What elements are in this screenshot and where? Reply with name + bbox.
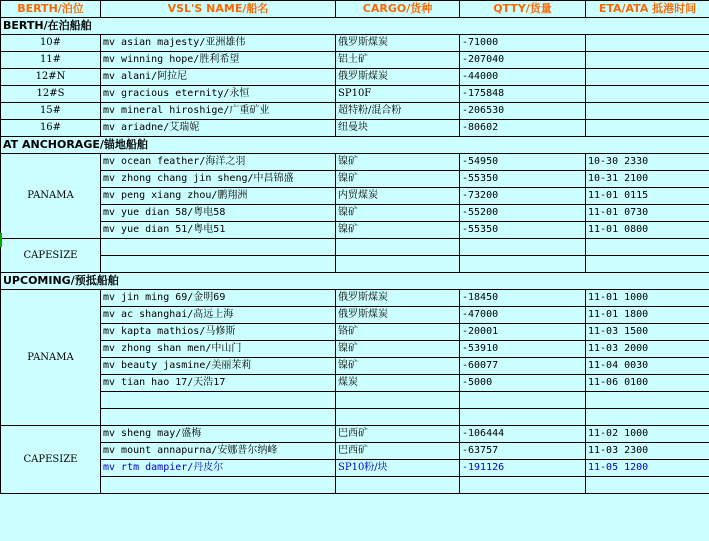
vessel-name-cell[interactable]: mv beauty jasmine/美丽茉莉	[101, 358, 336, 375]
table-row-empty	[1, 409, 709, 426]
eta-cell[interactable]	[586, 86, 709, 103]
cargo-cell[interactable]: 镍矿	[336, 341, 460, 358]
cargo-cell[interactable]: SP10F	[336, 86, 460, 103]
header-vsl-name[interactable]: VSL'S NAME/船名	[101, 1, 336, 18]
table-row	[1, 460, 709, 477]
empty-cell[interactable]	[586, 409, 709, 426]
qty-cell[interactable]: -60077	[460, 358, 586, 375]
qty-cell[interactable]: -53910	[460, 341, 586, 358]
header-eta[interactable]: ETA/ATA 抵港时间	[586, 1, 709, 18]
cargo-cell[interactable]: 铬矿	[336, 324, 460, 341]
vessel-name-cell[interactable]: mv ariadne/艾瑞妮	[101, 120, 336, 137]
cargo-cell[interactable]: 镍矿	[336, 222, 460, 239]
eta-cell[interactable]	[586, 35, 709, 52]
table-row	[1, 426, 709, 443]
qty-cell[interactable]: -44000	[460, 69, 586, 86]
header-row	[1, 1, 709, 18]
qty-cell[interactable]: -73200	[460, 188, 586, 205]
vessel-name-cell[interactable]: mv mount annapurna/安娜普尔纳峰	[101, 443, 336, 460]
empty-cell[interactable]	[586, 392, 709, 409]
table-row-empty	[1, 256, 709, 273]
qty-cell[interactable]: -71000	[460, 35, 586, 52]
table-row	[1, 324, 709, 341]
vessel-name-cell[interactable]: mv zhong shan men/中山门	[101, 341, 336, 358]
cargo-cell[interactable]: 俄罗斯煤炭	[336, 290, 460, 307]
empty-cell[interactable]	[336, 392, 460, 409]
eta-cell[interactable]: 11-03 2000	[586, 341, 709, 358]
eta-cell[interactable]: 11-01 1000	[586, 290, 709, 307]
empty-cell[interactable]	[101, 256, 336, 273]
berth-cell[interactable]: 15#	[1, 103, 101, 120]
eta-cell[interactable]: 11-01 0115	[586, 188, 709, 205]
eta-cell[interactable]: 11-01 1800	[586, 307, 709, 324]
table-row	[1, 120, 709, 137]
eta-cell[interactable]: 11-06 0100	[586, 375, 709, 392]
berth-cell[interactable]: 12#N	[1, 69, 101, 86]
qty-cell[interactable]: -206530	[460, 103, 586, 120]
cargo-cell[interactable]: 俄罗斯煤炭	[336, 307, 460, 324]
cargo-cell[interactable]: 巴西矿	[336, 443, 460, 460]
berth-cell[interactable]: 16#	[1, 120, 101, 137]
empty-cell[interactable]	[336, 256, 460, 273]
vessel-name-cell[interactable]: mv ocean feather/海洋之羽	[101, 154, 336, 171]
empty-cell[interactable]	[336, 477, 460, 494]
vessel-name-cell[interactable]: mv kapta mathios/马修斯	[101, 324, 336, 341]
empty-cell[interactable]	[101, 477, 336, 494]
eta-cell[interactable]: 10-31 2100	[586, 171, 709, 188]
vessel-name-cell[interactable]: mv asian majesty/亚洲雄伟	[101, 35, 336, 52]
table-row	[1, 171, 709, 188]
eta-cell[interactable]: 11-04 0030	[586, 358, 709, 375]
group-label-anchorage-capesize[interactable]: CAPESIZE	[1, 239, 101, 273]
table-row	[1, 443, 709, 460]
qty-cell[interactable]: -20001	[460, 324, 586, 341]
cargo-cell[interactable]: SP10粉/块	[336, 460, 460, 477]
vessel-name-cell[interactable]: mv rtm dampier/丹皮尔	[101, 460, 336, 477]
vessel-name-cell[interactable]: mv yue dian 51/粤电51	[101, 222, 336, 239]
qty-cell[interactable]: -191126	[460, 460, 586, 477]
qty-cell[interactable]: -18450	[460, 290, 586, 307]
cargo-cell[interactable]: 超特粉/混合粉	[336, 103, 460, 120]
vessel-name-cell[interactable]: mv winning hope/胜利希望	[101, 52, 336, 69]
cargo-cell[interactable]: 俄罗斯煤炭	[336, 35, 460, 52]
header-cargo[interactable]: CARGO/货种	[336, 1, 460, 18]
empty-cell[interactable]	[586, 256, 709, 273]
section-row-anchorage	[1, 137, 709, 154]
group-label-upcoming-capesize[interactable]: CAPESIZE	[1, 426, 101, 494]
table-row	[1, 188, 709, 205]
header-berth[interactable]: BERTH/泊位	[1, 1, 101, 18]
qty-cell[interactable]: -80602	[460, 120, 586, 137]
empty-cell[interactable]	[101, 409, 336, 426]
eta-cell[interactable]: 11-03 2300	[586, 443, 709, 460]
qty-cell[interactable]: -106444	[460, 426, 586, 443]
vessel-name-cell[interactable]: mv peng xiang zhou/鹏翔洲	[101, 188, 336, 205]
table-row-empty	[1, 392, 709, 409]
vessel-name-cell[interactable]: mv gracious eternity/永恒	[101, 86, 336, 103]
cargo-cell[interactable]: 内贸煤炭	[336, 188, 460, 205]
table-row	[1, 52, 709, 69]
empty-cell[interactable]	[336, 239, 460, 256]
cell-edge-marker	[0, 233, 2, 247]
section-title-berth[interactable]: BERTH/在泊船舶	[1, 18, 709, 35]
cargo-cell[interactable]: 铝土矿	[336, 52, 460, 69]
qty-cell[interactable]: -207040	[460, 52, 586, 69]
berth-cell[interactable]: 11#	[1, 52, 101, 69]
eta-cell[interactable]: 11-02 1000	[586, 426, 709, 443]
table-row	[1, 341, 709, 358]
empty-cell[interactable]	[586, 239, 709, 256]
empty-cell[interactable]	[460, 392, 586, 409]
eta-cell[interactable]	[586, 52, 709, 69]
eta-cell[interactable]: 10-30 2330	[586, 154, 709, 171]
eta-cell[interactable]: 11-01 0730	[586, 205, 709, 222]
cargo-cell[interactable]: 煤炭	[336, 375, 460, 392]
header-qtty[interactable]: QTTY/货量	[460, 1, 586, 18]
empty-cell[interactable]	[460, 256, 586, 273]
cargo-cell[interactable]: 俄罗斯煤炭	[336, 69, 460, 86]
cargo-cell[interactable]: 镍矿	[336, 154, 460, 171]
cargo-cell[interactable]: 镍矿	[336, 205, 460, 222]
vessel-name-cell[interactable]: mv zhong chang jin sheng/中昌锦盛	[101, 171, 336, 188]
table-row	[1, 86, 709, 103]
table-row	[1, 358, 709, 375]
qty-cell[interactable]: -55350	[460, 171, 586, 188]
cargo-cell[interactable]: 镍矿	[336, 358, 460, 375]
berth-cell[interactable]: 10#	[1, 35, 101, 52]
qty-cell[interactable]: -5000	[460, 375, 586, 392]
table-row-empty	[1, 239, 709, 256]
empty-cell[interactable]	[460, 477, 586, 494]
eta-cell[interactable]	[586, 120, 709, 137]
cargo-cell[interactable]: 纽曼块	[336, 120, 460, 137]
empty-cell[interactable]	[460, 409, 586, 426]
table-row	[1, 222, 709, 239]
table-row	[1, 154, 709, 171]
eta-cell[interactable]: 11-03 1500	[586, 324, 709, 341]
table-row	[1, 103, 709, 120]
vessel-name-cell[interactable]: mv jin ming 69/金明69	[101, 290, 336, 307]
qty-cell[interactable]: -55200	[460, 205, 586, 222]
table-row-empty	[1, 477, 709, 494]
eta-cell[interactable]: 11-05 1200	[586, 460, 709, 477]
empty-cell[interactable]	[101, 392, 336, 409]
section-row-upcoming	[1, 273, 709, 290]
table-row	[1, 375, 709, 392]
cargo-cell[interactable]: 镍矿	[336, 171, 460, 188]
berth-cell[interactable]: 12#S	[1, 86, 101, 103]
vessel-name-cell[interactable]: mv ac shanghai/高远上海	[101, 307, 336, 324]
qty-cell[interactable]: -175848	[460, 86, 586, 103]
eta-cell[interactable]	[586, 103, 709, 120]
cargo-cell[interactable]: 巴西矿	[336, 426, 460, 443]
table-row	[1, 69, 709, 86]
section-title-upcoming[interactable]: UPCOMING/预抵船舶	[1, 273, 709, 290]
vessel-name-cell[interactable]: mv tian hao 17/天浩17	[101, 375, 336, 392]
qty-cell[interactable]: -47000	[460, 307, 586, 324]
vessel-name-cell[interactable]: mv mineral hiroshige/广重矿业	[101, 103, 336, 120]
vessel-name-cell[interactable]: mv sheng may/盛梅	[101, 426, 336, 443]
table-row	[1, 290, 709, 307]
group-label-upcoming-panama[interactable]: PANAMA	[1, 290, 101, 426]
group-label-anchorage-panama[interactable]: PANAMA	[1, 154, 101, 239]
qty-cell[interactable]: -55350	[460, 222, 586, 239]
empty-cell[interactable]	[586, 477, 709, 494]
eta-cell[interactable]: 11-01 0800	[586, 222, 709, 239]
eta-cell[interactable]	[586, 69, 709, 86]
section-row-berth	[1, 18, 709, 35]
vessel-name-cell[interactable]: mv yue dian 58/粤电58	[101, 205, 336, 222]
empty-cell[interactable]	[101, 239, 336, 256]
qty-cell[interactable]: -54950	[460, 154, 586, 171]
qty-cell[interactable]: -63757	[460, 443, 586, 460]
section-title-anchorage[interactable]: AT ANCHORAGE/锚地船舶	[1, 137, 709, 154]
vessel-name-cell[interactable]: mv alani/阿拉尼	[101, 69, 336, 86]
table-row	[1, 35, 709, 52]
table-row	[1, 205, 709, 222]
empty-cell[interactable]	[460, 239, 586, 256]
table-row	[1, 307, 709, 324]
empty-cell[interactable]	[336, 409, 460, 426]
